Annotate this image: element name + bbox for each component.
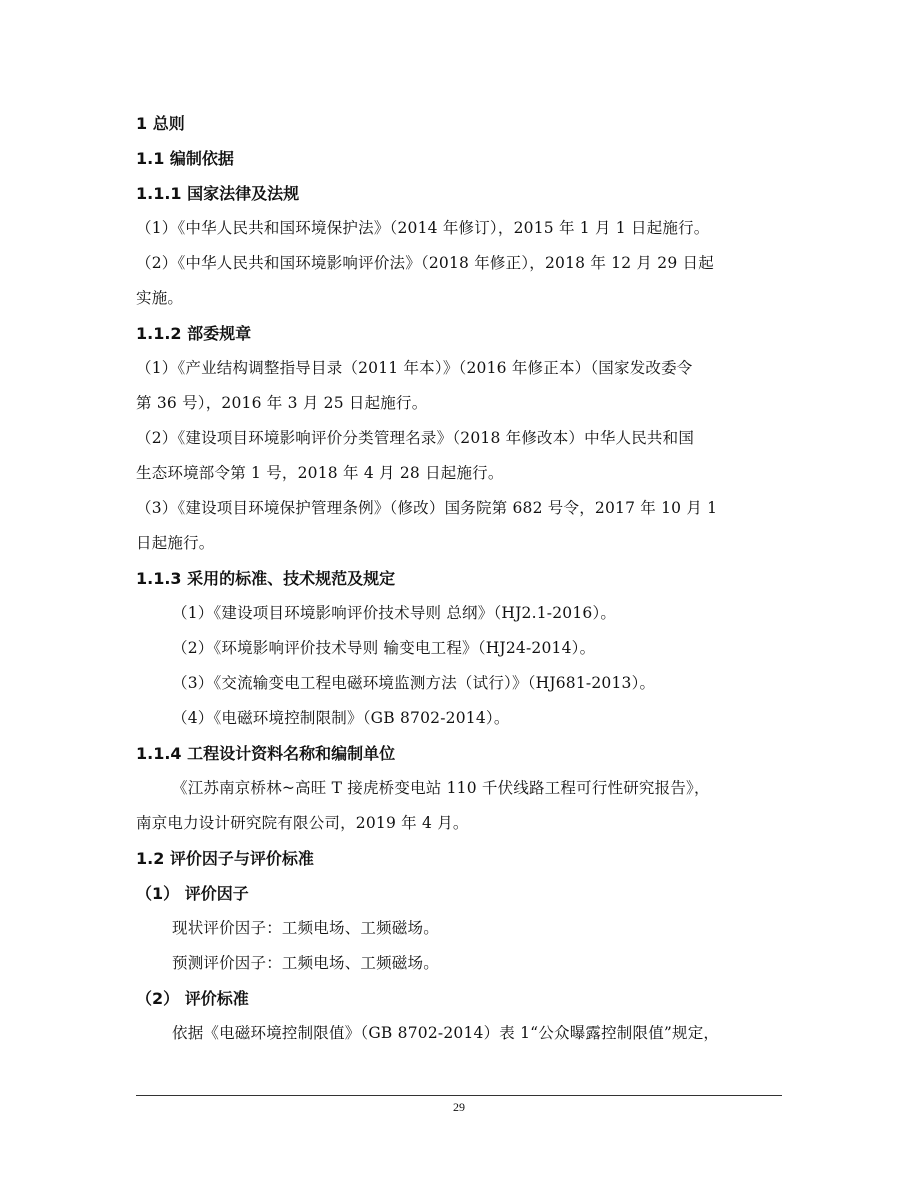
- subheading-evaluation-criteria: （2） 评价标准: [136, 989, 249, 1008]
- criteria-line-1: 依据《电磁环境控制限值》（GB 8702-2014）表 1“公众曝露控制限值”规定，: [172, 1024, 720, 1042]
- page-content: [136, 106, 786, 1051]
- standard-item-1: （1）《建设项目环境影响评价技术导则 总纲》（HJ2.1-2016）。: [172, 604, 617, 622]
- heading-standards: 1.1.3 采用的标准、技术规范及规定: [136, 569, 396, 588]
- heading-general: 1 总则: [136, 114, 185, 133]
- forecast-evaluation-factors: 预测评价因子：工频电场、工频磁场。: [172, 954, 439, 972]
- current-evaluation-factors: 现状评价因子：工频电场、工频磁场。: [172, 919, 439, 937]
- standard-item-2: （2）《环境影响评价技术导则 输变电工程》（HJ24-2014）。: [172, 639, 596, 657]
- heading-basis: 1.1 编制依据: [136, 149, 234, 168]
- law-item-2-line-1: （2）《中华人民共和国环境影响评价法》（2018 年修正），2018 年 12 月 29 日起: [136, 254, 714, 272]
- regulation-item-2-line-1: （2）《建设项目环境影响评价分类管理名录》（2018 年修改本）中华人民共和国: [136, 429, 695, 447]
- design-report-line-1: 《江苏南京桥林~高旺 T 接虎桥变电站 110 千伏线路工程可行性研究报告》，: [172, 779, 710, 797]
- heading-national-laws: 1.1.1 国家法律及法规: [136, 184, 300, 203]
- standard-item-4: （4）《电磁环境控制限制》（GB 8702-2014）。: [172, 709, 510, 727]
- heading-evaluation: 1.2 评价因子与评价标准: [136, 849, 314, 868]
- regulation-item-3-line-2: 日起施行。: [136, 534, 215, 552]
- standard-item-3: （3）《交流输变电工程电磁环境监测方法（试行）》（HJ681-2013）。: [172, 674, 656, 692]
- regulation-item-2-line-2: 生态环境部令第 1 号，2018 年 4 月 28 日起施行。: [136, 464, 504, 482]
- heading-ministerial-regulations: 1.1.2 部委规章: [136, 324, 252, 343]
- design-report-line-2: 南京电力设计研究院有限公司，2019 年 4 月。: [136, 814, 469, 832]
- regulation-item-3-line-1: （3）《建设项目环境保护管理条例》（修改）国务院第 682 号令，2017 年 10 月 1: [136, 499, 718, 517]
- page-number: 29: [453, 1100, 465, 1114]
- law-item-1: （1）《中华人民共和国环境保护法》（2014 年修订），2015 年 1 月 1 日起施行。: [136, 219, 710, 237]
- regulation-item-1-line-2: 第 36 号），2016 年 3 月 25 日起施行。: [136, 394, 428, 412]
- subheading-evaluation-factors: （1） 评价因子: [136, 884, 249, 903]
- law-item-2-line-2: 实施。: [136, 289, 184, 307]
- regulation-item-1-line-1: （1）《产业结构调整指导目录（2011 年本）》（2016 年修正本）（国家发改委令: [136, 359, 693, 377]
- footer-divider: [136, 1095, 782, 1096]
- heading-design-materials: 1.1.4 工程设计资料名称和编制单位: [136, 744, 396, 763]
